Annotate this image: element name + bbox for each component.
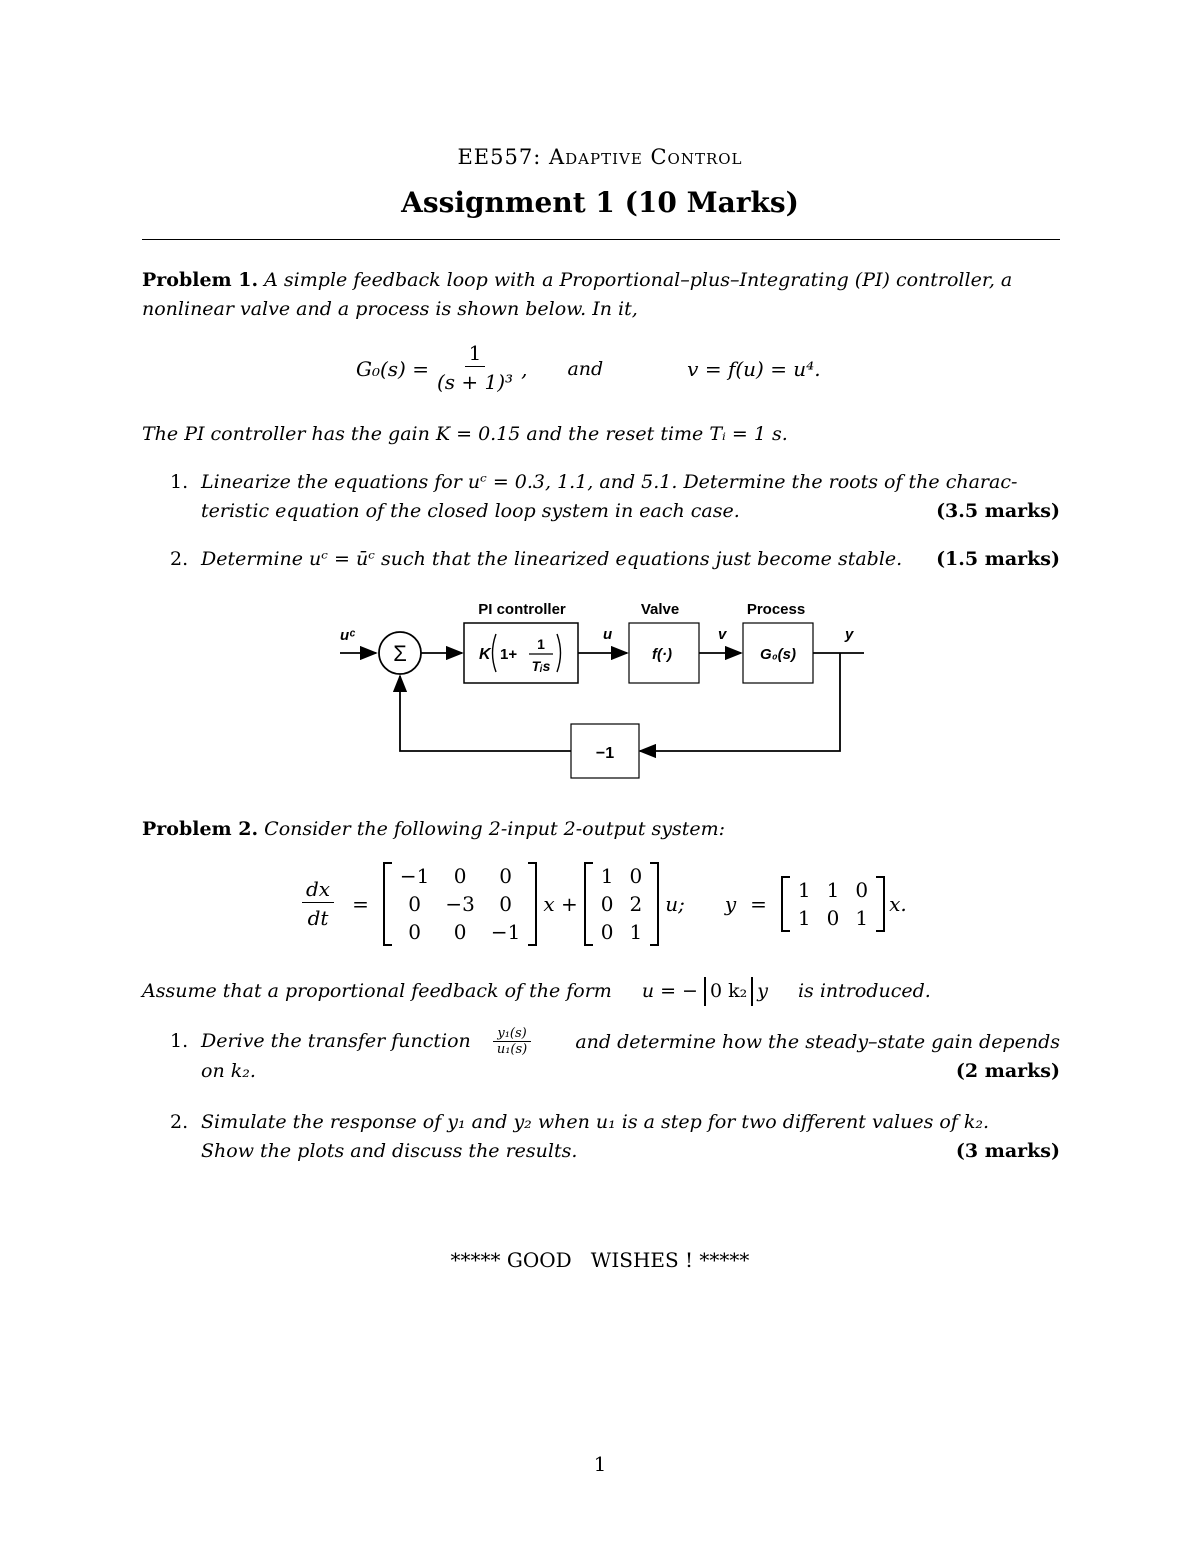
- item-text: Derive the transfer function: [201, 1030, 471, 1052]
- item-text-2: teristic equation of the closed loop system in each case.: [201, 500, 740, 522]
- item-number: 2.: [170, 548, 189, 570]
- item-text: Linearize the equations for uᶜ = 0.3, 1.1, and 5.1. Determine the roots of the charac-: [201, 471, 1018, 493]
- course-name: Adaptive Control: [548, 145, 743, 169]
- item-text-b: and determine how the steady–state gain depends: [575, 1030, 1060, 1053]
- problem2-intro: [142, 815, 1060, 844]
- u-semicolon: u;: [665, 892, 685, 916]
- derivative: [302, 876, 334, 933]
- eq-lhs: G₀(s) =: [356, 356, 429, 381]
- problem1-label: Problem 1.: [142, 269, 259, 291]
- pi-description: The PI controller has the gain K = 0.15 and the reset time Tᵢ = 1 s.: [142, 423, 788, 445]
- matrix-A: −1 0 0 0 −3 0 0 0 −1: [383, 862, 537, 946]
- matrix-B: 1 0 0 2 0 1: [584, 862, 659, 946]
- derivative-den: dt: [307, 905, 329, 930]
- item-marks: (3 marks): [955, 1140, 1060, 1162]
- eq-den: (s + 1)³: [436, 370, 514, 394]
- derivative-num: dx: [302, 876, 334, 903]
- item-marks: (3.5 marks): [936, 500, 1060, 522]
- problem2-text: Consider the following 2-input 2-output system:: [264, 818, 726, 840]
- sum-symbol: Σ: [393, 641, 407, 666]
- valve-function: f(·): [652, 646, 672, 663]
- output-label: y: [845, 626, 854, 643]
- process-title: Process: [746, 601, 806, 618]
- matrix-C: 1 1 0 1 0 1: [781, 876, 885, 932]
- problem1-item-2: [170, 545, 1060, 574]
- v-label: v: [718, 626, 727, 643]
- problem1-text: A simple feedback loop with a Proportional–plus–Integrating (PI) controller, a nonlinear valve and a process is shown below. In it,: [142, 269, 1013, 320]
- feedback-return: [400, 676, 571, 751]
- eq-num: 1: [465, 340, 486, 367]
- pi-frac-den: Tᵢs: [531, 658, 551, 674]
- eq-rhs: v = f(u) = u⁴.: [687, 356, 821, 381]
- u-label: u: [603, 626, 613, 643]
- problem1-intro: [142, 266, 1060, 324]
- feedback-y: y: [757, 980, 768, 1002]
- pi-gain: K: [479, 646, 491, 663]
- problem2-item-2: 2. Simulate the response of y₁ and y₂ when u₁ is a step for two different values of k₂. Show the plots and discuss the results. (3 marks): [170, 1108, 1060, 1166]
- eq-fraction: [433, 340, 517, 397]
- feedback-description: [142, 977, 1060, 1006]
- problem2-item-1: 1. Derive the transfer function $\frac{\text{y₁(s)}}{\text{u₁(s)}}$ and determine how the steady–state gain depends on k₂. (2 marks): [170, 1027, 1060, 1086]
- pi-one-plus: 1+: [500, 646, 518, 663]
- y-symbol: y: [724, 892, 737, 916]
- feedback-pre: Assume that a proportional feedback of the form: [142, 980, 612, 1002]
- assignment-title: Assignment 1 (10 Marks): [401, 186, 799, 219]
- x-plus: x +: [543, 892, 578, 916]
- transfer-function: $\frac{\text{y₁(s)}}{\text{u₁(s)}}$: [493, 1027, 531, 1057]
- feedback-post: is introduced.: [797, 980, 931, 1002]
- course-code: EE557:: [457, 145, 542, 169]
- page-number: 1: [593, 1452, 607, 1476]
- pi-title: PI controller: [478, 601, 566, 618]
- gain-value: −1: [595, 745, 615, 762]
- feedback-vector: 0 k₂: [704, 977, 753, 1006]
- pi-frac-num: 1: [537, 636, 545, 652]
- problem2-label: Problem 2.: [142, 818, 259, 840]
- problem1-equation: G₀(s) = $\frac{1}{\text{(s + 1)³}}$ , and v = f(u) = u⁴.: [356, 340, 916, 397]
- feedback-eq: u = −: [641, 980, 698, 1002]
- item-text: Simulate the response of y₁ and y₂ when u₁ is a step for two different values of k₂.: [201, 1111, 990, 1133]
- item-marks: (1.5 marks): [936, 548, 1060, 570]
- x-end: x.: [889, 892, 907, 916]
- state-space-equation: $\frac{dx}{dt}$ = −1 0 0 0 −3 0 0 0 −1 x + 1 0 0 2 0 1 u; y = 1 1 0 1 0 1 x.: [298, 862, 938, 946]
- feedback-block-diagram: [330, 592, 880, 787]
- good-wishes: ***** GOOD WISHES ! *****: [450, 1248, 750, 1272]
- item-text: Determine uᶜ = ūᶜ such that the linearized equations just become stable.: [201, 548, 903, 570]
- item-marks: (2 marks): [955, 1060, 1060, 1082]
- item-text-2: on k₂.: [201, 1060, 256, 1082]
- course-header: [0, 145, 1200, 169]
- process-function: G₀(s): [760, 646, 796, 663]
- title-rule: [142, 239, 1060, 240]
- eq-and: and: [567, 357, 604, 380]
- item-number: 1.: [170, 471, 189, 493]
- input-label: uᶜ: [340, 627, 356, 644]
- problem1-item-1: [170, 468, 1060, 526]
- valve-title: Valve: [640, 601, 680, 618]
- item-text-2: Show the plots and discuss the results.: [201, 1140, 578, 1162]
